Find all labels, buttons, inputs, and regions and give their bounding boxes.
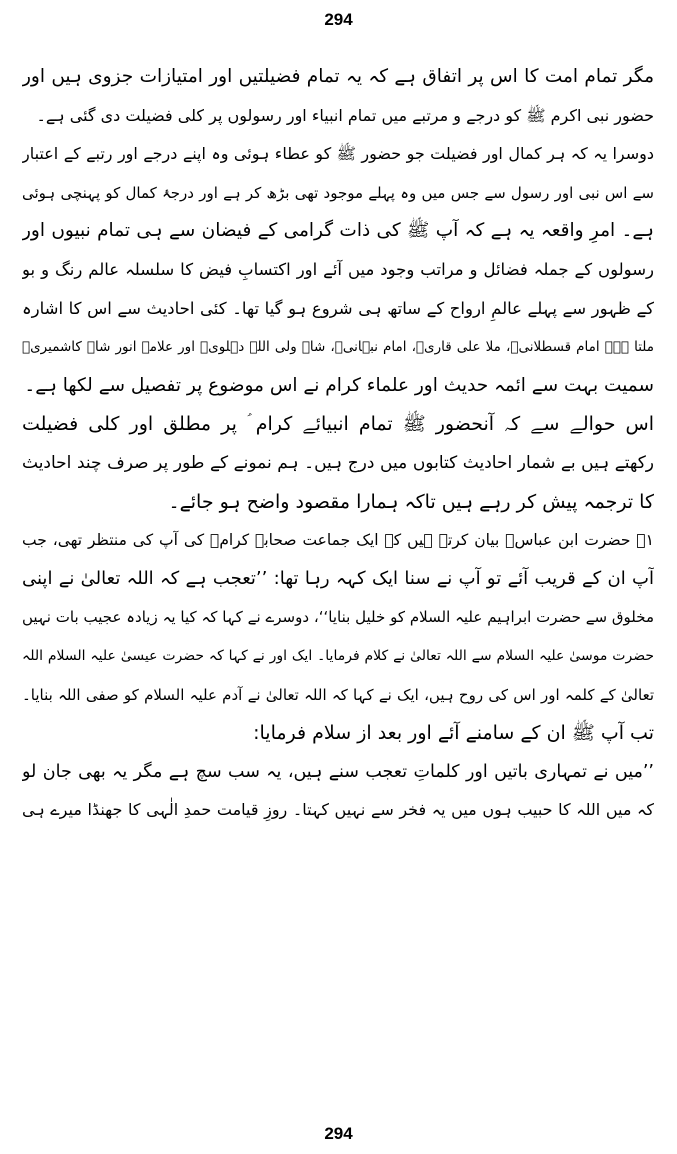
text-line: ہے۔ امرِ واقعہ یہ ہے کہ آپ ﷺ کی ذات گرامی کے فیضان سے ہی تمام نبیوں اور <box>22 220 654 242</box>
text-line: دوسرا یہ کہ ہر کمال اور فضیلت جو حضور ﷺ کو عطاء ہوئی وہ اپنے درجے اور رتبے کے اعتبار <box>22 144 654 164</box>
paragraph <box>22 58 654 405</box>
text-line: آپ ان کے قریب آئے تو آپ نے سنا ایک کہہ رہا تھا: ’’تعجب ہے کہ اللہ تعالیٰ نے اپنی <box>22 567 654 589</box>
text-line: ’’میں نے تمہاری باتیں اور کلماتِ تعجب سنے ہیں، یہ سب سچ ہے مگر یہ بھی جان لو <box>22 761 654 782</box>
text-line: کہ میں اللہ کا حبیب ہوں میں یہ فخر سے نہیں کہتا۔ روزِ قیامت حمدِ الٰہی کا جھنڈا میرے ہی <box>22 800 654 820</box>
page-body <box>22 58 654 830</box>
text-line: ۱۔ حضرت ابن عباسؓ بیان کرتے ہیں کہ ایک جماعت صحابہ کرامؓ کی آپ کی منتظر تھی، جب <box>22 531 654 550</box>
text-line: کے ظہور سے پہلے عالمِ ارواح کے ساتھ ہی شروع ہو گیا تھا۔ کئی احادیث سے اس کا اشارہ <box>22 298 654 318</box>
paragraph <box>22 405 654 521</box>
text-line: سمیت بہت سے ائمہ حدیث اور علماء کرام نے اس موضوع پر تفصیل سے لکھا ہے۔ <box>24 374 654 396</box>
paragraph <box>22 753 654 830</box>
text-line: ملتا ہے۔ امام قسطلانیؒ، ملا علی قاریؒ، امام نبہانیؒ، شاہ ولی اللہ دہلویؒ اور علامہ انور شاہ کاشمیریؒ <box>22 339 654 356</box>
text-line: مخلوق سے حضرت ابراہیم علیہ السلام کو خلیل بنایا‘‘، دوسرے نے کہا کہ کیا یہ زیادہ عجیب بات نہیں <box>22 608 654 627</box>
text-line: تعالیٰ کے کلمہ اور اس کی روح ہیں، ایک نے کہا کہ اللہ تعالیٰ نے آدم علیہ السلام کو صفی اللہ بنایا۔ <box>22 685 654 704</box>
page-number-bottom: 294 <box>324 1124 353 1143</box>
text-line: مگر تمام امت کا اس پر اتفاق ہے کہ یہ تمام فضیلتیں اور امتیازات جزوی ہیں اور <box>22 66 654 87</box>
text-line: سے اس نبی اور رسول سے جس میں وہ پہلے موجود تھی بڑھ کر ہے اور درجۂ کمال کو پہنچی ہوئی <box>22 183 654 202</box>
page-number-top: 294 <box>324 10 353 29</box>
text-line: رسولوں کے جملہ فضائل و مراتب وجود میں آئے اور اکتسابِ فیض کا سلسلہ عالم رنگ و بو <box>22 259 654 279</box>
text-line: اس حوالے سے کہ آنحضور ﷺ تمام انبیائے کرام ؑ پر مطلق اور کلی فضیلت <box>22 413 654 436</box>
text-line: تب آپ ﷺ ان کے سامنے آئے اور بعد از سلام فرمایا: <box>253 722 654 745</box>
text-line: رکھتے ہیں بے شمار احادیث کتابوں میں درج ہیں۔ ہم نمونے کے طور پر صرف چند احادیث <box>22 452 654 473</box>
text-line: حضرت موسیٰ علیہ السلام سے اللہ تعالیٰ نے کلام فرمایا۔ ایک اور نے کہا کہ حضرت عیسیٰ علیہ السلام اللہ <box>22 647 654 664</box>
paragraph <box>22 521 654 753</box>
text-line: حضور نبی اکرم ﷺ کو درجے و مرتبے میں تمام انبیاء اور رسولوں پر کلی فضیلت دی گئی ہے۔ <box>36 105 654 125</box>
text-line: کا ترجمہ پیش کر رہے ہیں تاکہ ہمارا مقصود واضح ہو جائے۔ <box>168 490 654 513</box>
